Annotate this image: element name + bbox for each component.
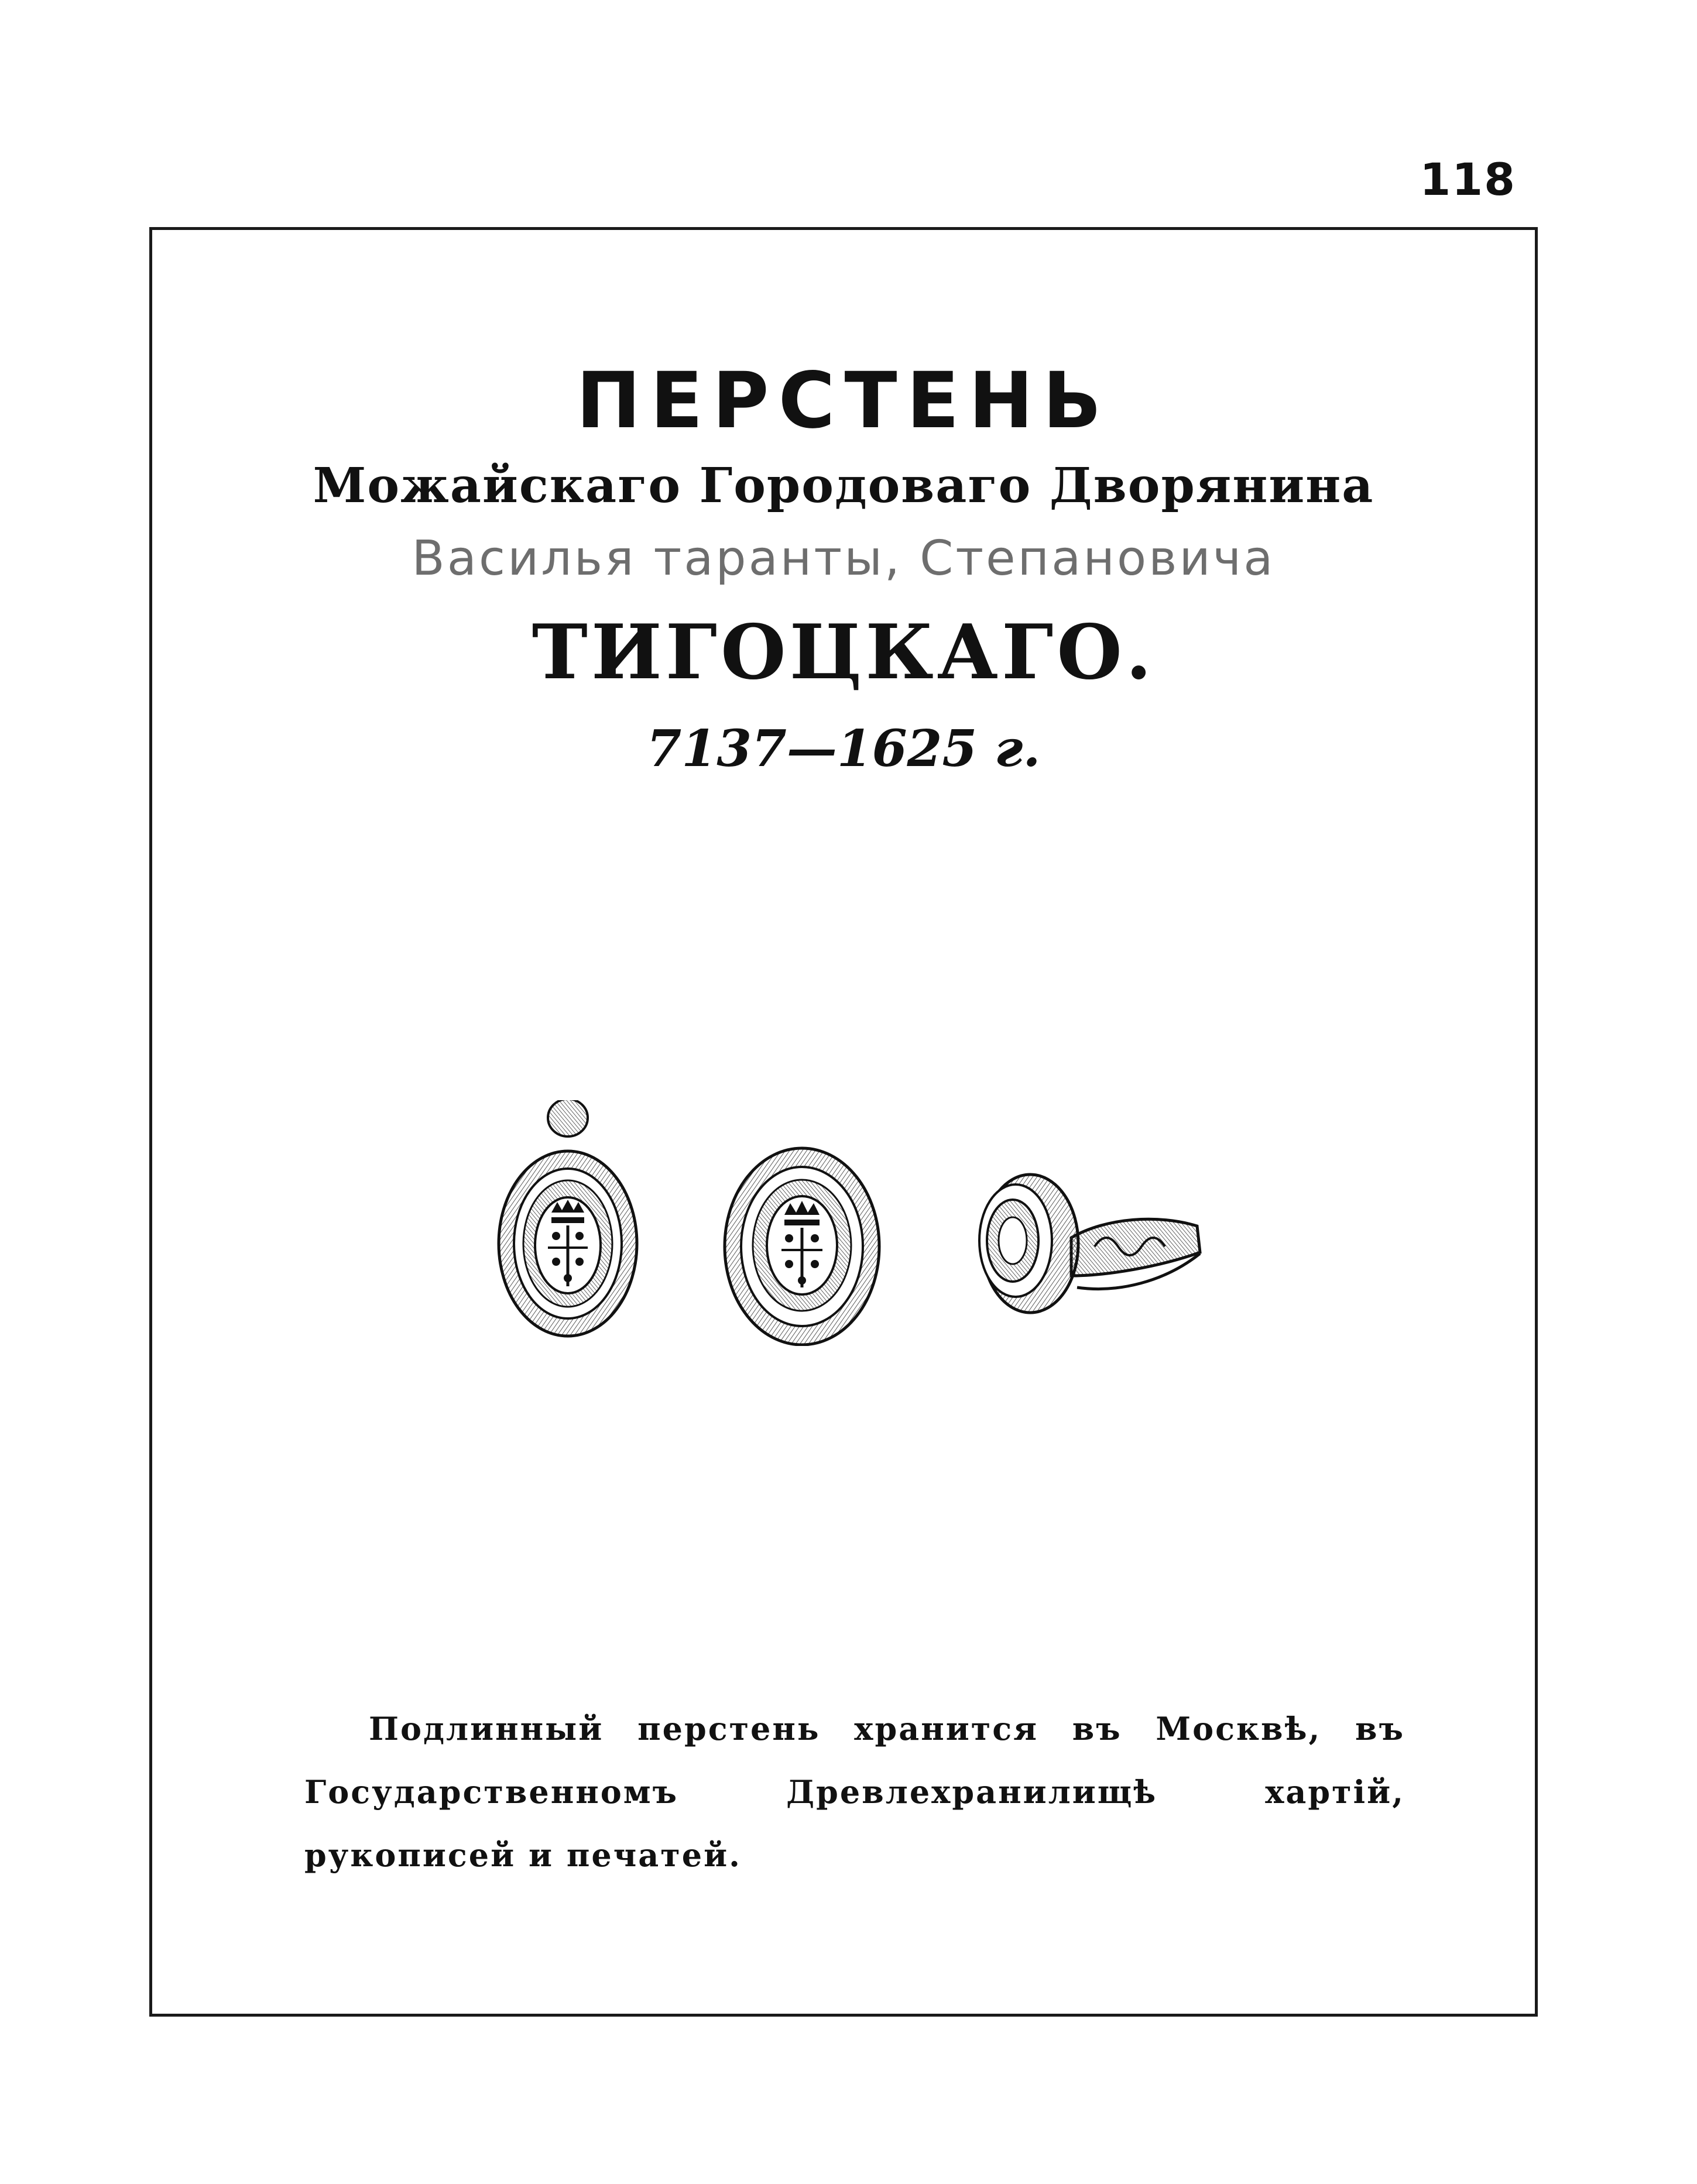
ring-bezel-front-icon [499,1100,637,1336]
title-heading: ПЕРСТЕНЬ [576,356,1111,446]
caption-text: Подлинный перстень хранится въ Москвѣ, въ Государственномъ Древлехранилищѣ хартій, рукописей и печатей. [304,1710,1405,1874]
page-number: 118 [1420,153,1516,205]
title-surname: ТИГОЦКАГО. [532,609,1156,696]
ring-illustration [486,1100,1212,1346]
ring-side-view-icon [979,1175,1200,1313]
title-subheading: Можайскаго Городоваго Дворянина [313,458,1374,514]
title-owner-name: Василья таранты, Степановича [412,531,1276,586]
title-date: 7137—1625 г. [646,719,1041,778]
ring-seal-oval-icon [725,1148,879,1345]
